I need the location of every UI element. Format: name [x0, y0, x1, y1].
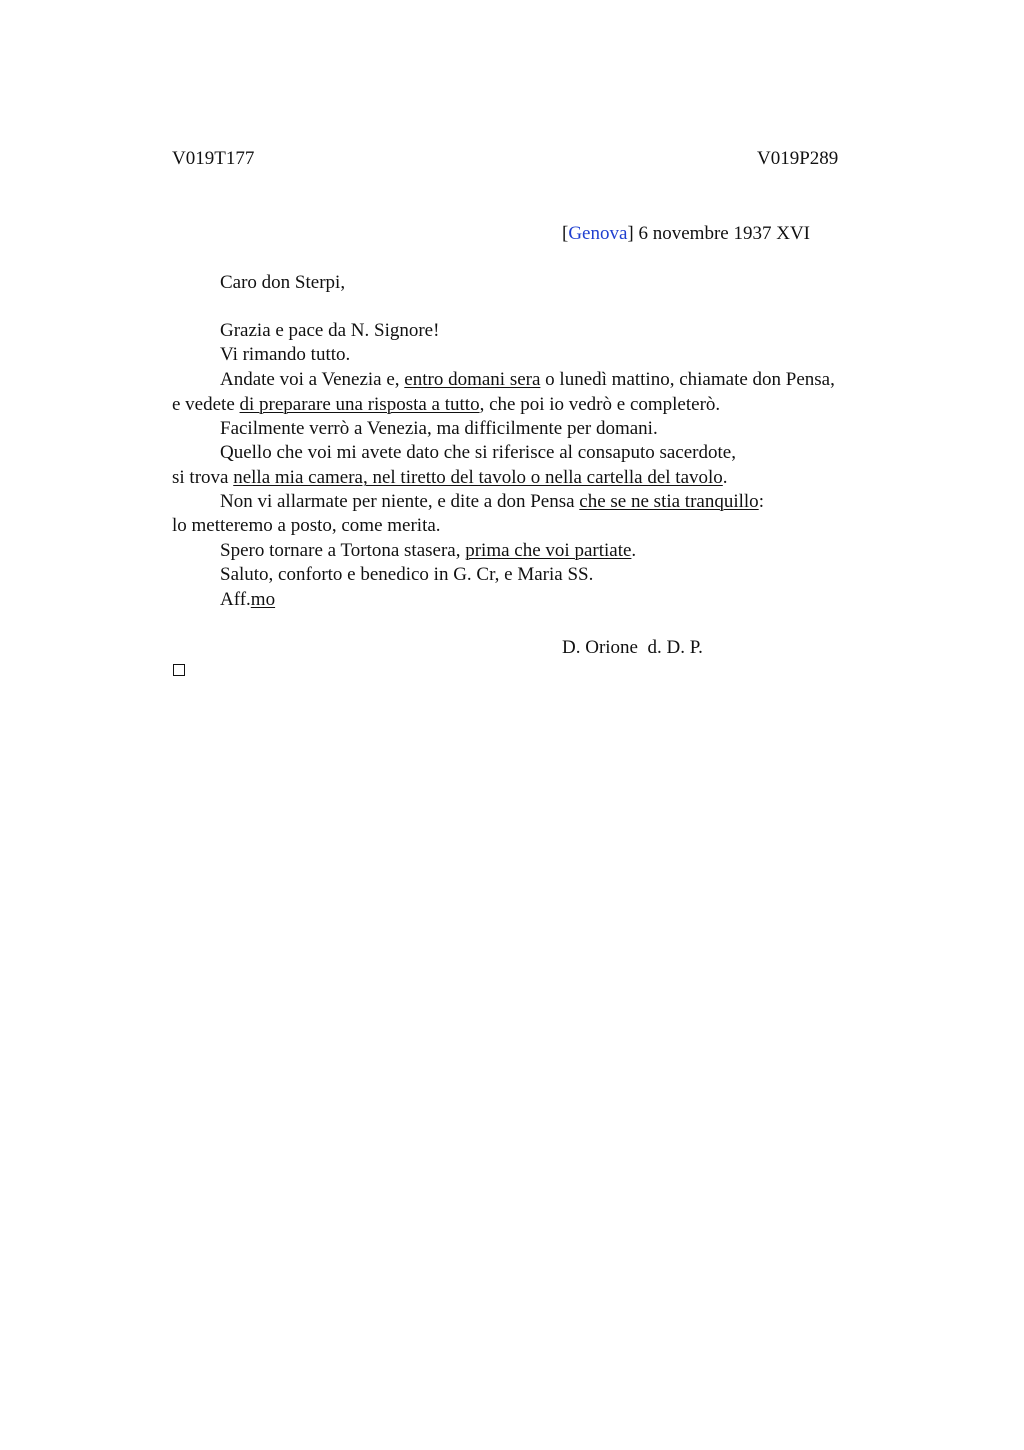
underlined-text: nella mia camera, nel tiretto del tavolo o nella cartella del tavolo [233, 467, 723, 488]
dateline [562, 224, 810, 243]
signature: D. Orione d. D. P. [562, 637, 703, 658]
body-line [220, 541, 636, 560]
underlined-text: entro domani sera [404, 369, 541, 390]
body-line: lo metteremo a posto, come merita. [172, 515, 441, 536]
closing-superscript-underlined: mo [250, 589, 276, 610]
body-text: Andate voi a Venezia e, [220, 369, 405, 390]
body-line: Facilmente verrò a Venezia, ma difficilmente per domani. [220, 418, 658, 439]
underlined-text: di preparare una risposta a tutto [239, 394, 480, 415]
body-text: : [758, 491, 764, 512]
closing-text: Aff. [220, 589, 251, 610]
body-line [172, 468, 728, 487]
body-text: . [631, 540, 637, 561]
body-text: si trova [172, 467, 234, 488]
body-text: e vedete [172, 394, 240, 415]
body-line [220, 370, 835, 389]
salutation: Caro don Sterpi, [220, 272, 346, 293]
closing [220, 590, 275, 609]
dateline-open-bracket: [ [562, 223, 569, 244]
underlined-text: prima che voi partiate [465, 540, 632, 561]
document-code-left: V019T177 [172, 148, 255, 169]
body-text: . [722, 467, 728, 488]
body-line: Vi rimando tutto. [220, 344, 351, 365]
place-link[interactable]: Genova [568, 223, 628, 244]
body-text: , che poi io vedrò e completerò. [479, 394, 721, 415]
body-line: Grazia e pace da N. Signore! [220, 320, 440, 341]
body-text: Non vi allarmate per niente, e dite a don Pensa [220, 491, 580, 512]
empty-square-icon [173, 664, 185, 676]
body-text: o lunedì mattino, chiamate don Pensa, [540, 369, 835, 390]
body-text: Spero tornare a Tortona stasera, [220, 540, 466, 561]
dateline-date: ] 6 novembre 1937 XVI [627, 223, 810, 244]
body-line [220, 492, 764, 511]
document-code-right: V019P289 [757, 148, 839, 169]
body-line: Saluto, conforto e benedico in G. Cr, e Maria SS. [220, 564, 594, 585]
underlined-text: che se ne stia tranquillo [579, 491, 759, 512]
body-line [172, 395, 720, 414]
body-line: Quello che voi mi avete dato che si riferisce al consaputo sacerdote, [220, 442, 736, 463]
